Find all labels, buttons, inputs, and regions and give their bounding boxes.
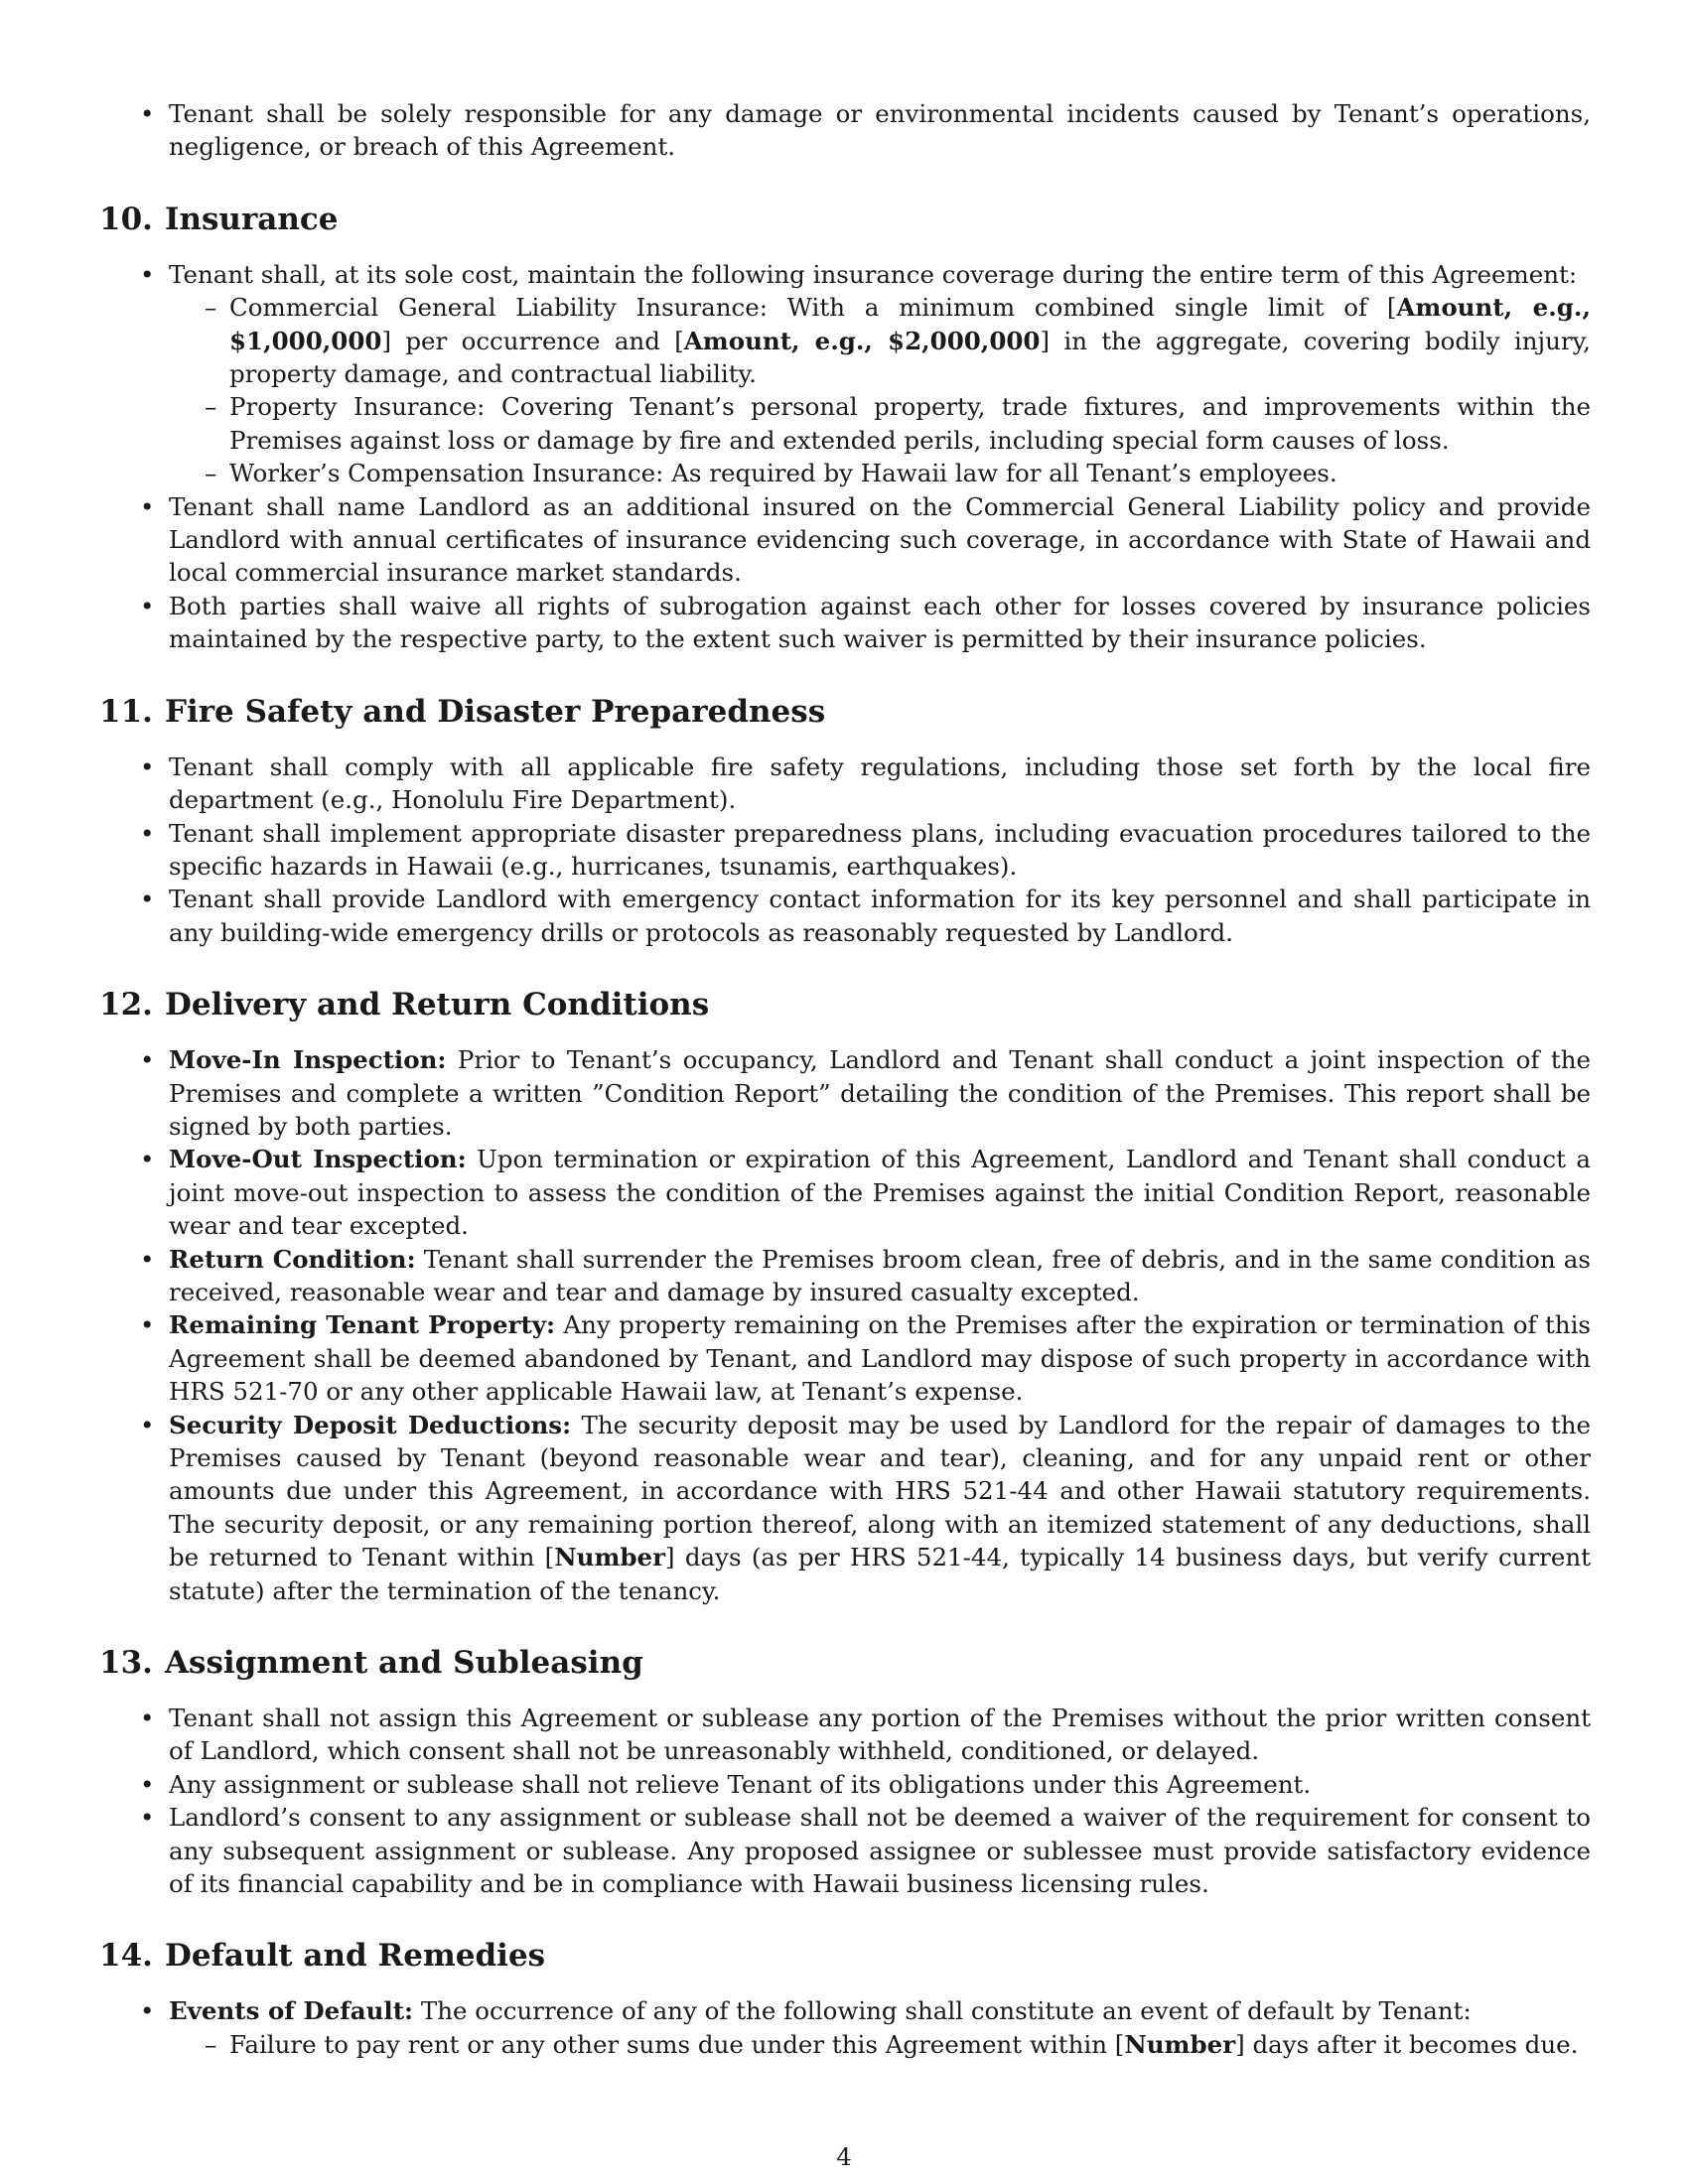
sub-list-item: – Commercial General Liability Insurance: With a minimum combined single limit of [Amount, e.g., $1,000,000] per occurrence and [Amount, e.g., $2,000,000] in the aggregate, covering bodily injury, property damage, and contractual liability. — [169, 291, 1591, 390]
list-item: • Tenant shall not assign this Agreement or sublease any portion of the Premises without the prior written consent of Landlord, which consent shall not be unreasonably withheld, conditioned, or delayed. — [99, 1702, 1591, 1768]
sub-list-item: – Property Insurance: Covering Tenant’s personal property, trade fixtures, and improvements within the Premises against loss or damage by fire and extended perils, including special form causes of loss. — [169, 390, 1591, 457]
list-item: • Landlord’s consent to any assignment or sublease shall not be deemed a waiver of the requirement for consent to any subsequent assignment or sublease. Any proposed assignee or sublessee must provide satisfactory evidence of its financial capability and be in compliance with Hawaii business licensing rules. — [99, 1801, 1591, 1900]
section-10-list — [99, 258, 1591, 656]
section-13-list — [99, 1702, 1591, 1900]
list-item: • Tenant shall be solely responsible for any damage or environmental incidents caused by Tenant’s operations, negligence, or breach of this Agreement. — [99, 97, 1591, 164]
list-item: • Any assignment or sublease shall not relieve Tenant of its obligations under this Agreement. — [99, 1768, 1591, 1801]
list-item: • Tenant shall provide Landlord with emergency contact information for its key personnel and shall participate in any building-wide emergency drills or protocols as reasonably requested by Landlord. — [99, 883, 1591, 949]
section-heading-insurance: 10. Insurance — [99, 201, 339, 237]
document-body — [99, 97, 1591, 2061]
intro-list — [99, 97, 1591, 164]
section-heading-fire-safety: 11. Fire Safety and Disaster Preparedness — [99, 693, 826, 730]
list-item: • Move-Out Inspection: Upon termination or expiration of this Agreement, Landlord and Tenant shall conduct a joint move-out inspection to assess the condition of the Premises against the initial Condition Report, reasonable wear and tear excepted. — [99, 1143, 1591, 1242]
sub-list-item: – Failure to pay rent or any other sums due under this Agreement within [Number] days after it becomes due. — [169, 2028, 1591, 2061]
list-item: • Tenant shall implement appropriate disaster preparedness plans, including evacuation procedures tailored to the specific hazards in Hawaii (e.g., hurricanes, tsunamis, earthquakes). — [99, 817, 1591, 884]
section-11-list — [99, 751, 1591, 949]
section-14-list — [99, 1994, 1591, 2061]
list-item: • Tenant shall name Landlord as an additional insured on the Commercial General Liability policy and provide Landlord with annual certificates of insurance evidencing such coverage, in accordance with State of Hawaii and local commercial insurance market standards. — [99, 490, 1591, 590]
page-number: 4 — [836, 2142, 852, 2171]
sub-list — [169, 2028, 1591, 2061]
sub-list — [169, 291, 1591, 489]
list-item: • Security Deposit Deductions: The security deposit may be used by Landlord for the repair of damages to the Premises caused by Tenant (beyond reasonable wear and tear), cleaning, and for any unpaid rent or other amounts due under this Agreement, in accordance with HRS 521-44 and other Hawaii statutory requirements. The security deposit, or any remaining portion thereof, along with an itemized statement of any deductions, shall be returned to Tenant within [Number] days (as per HRS 521-44, typically 14 business days, but verify current statute) after the termination of the tenancy. — [99, 1409, 1591, 1607]
section-heading-default-remedies: 14. Default and Remedies — [99, 1938, 546, 1975]
list-item: • Move-In Inspection: Prior to Tenant’s occupancy, Landlord and Tenant shall conduct a joint inspection of the Premises and complete a written ”Condition Report” detailing the condition of the Premises. This report shall be signed by both parties. — [99, 1043, 1591, 1143]
list-item: • Return Condition: Tenant shall surrender the Premises broom clean, free of debris, and in the same condition as received, reasonable wear and tear and damage by insured casualty excepted. — [99, 1243, 1591, 1309]
section-heading-assignment: 13. Assignment and Subleasing — [99, 1645, 643, 1682]
list-item: • Remaining Tenant Property: Any property remaining on the Premises after the expiration or termination of this Agreement shall be deemed abandoned by Tenant, and Landlord may dispose of such property in accordance with HRS 521-70 or any other applicable Hawaii law, at Tenant’s expense. — [99, 1308, 1591, 1408]
list-item: • Both parties shall waive all rights of subrogation against each other for losses covered by insurance policies maintained by the respective party, to the extent such waiver is permitted by their insurance policies. — [99, 590, 1591, 656]
sub-list-item: – Worker’s Compensation Insurance: As required by Hawaii law for all Tenant’s employees. — [169, 457, 1591, 489]
section-12-list — [99, 1043, 1591, 1607]
list-item: • Tenant shall comply with all applicable fire safety regulations, including those set forth by the local fire department (e.g., Honolulu Fire Department). — [99, 751, 1591, 817]
list-item: • Tenant shall, at its sole cost, maintain the following insurance coverage during the entire term of this Agreement: – Commercial General Liability Insurance: With a minimum combined single limit of [Amount, e.g., $1,000,000] per occurrence and [Amount, e.g., $2,000,000] in the aggregate, covering bodily injury, property damage, and contractual liability. – Property Insurance: Covering Tenant’s personal property, trade fixtures, and improvements within the Premises against loss or damage by fire and extended perils, including special form causes of loss. – Worker’s Compensation Insurance: As required by Hawaii law for all Tenant’s employees. — [99, 258, 1591, 490]
list-item: • Events of Default: The occurrence of any of the following shall constitute an event of default by Tenant: – Failure to pay rent or any other sums due under this Agreement within [Number] days after it becomes due. — [99, 1994, 1591, 2061]
section-heading-delivery-return: 12. Delivery and Return Conditions — [99, 987, 710, 1024]
